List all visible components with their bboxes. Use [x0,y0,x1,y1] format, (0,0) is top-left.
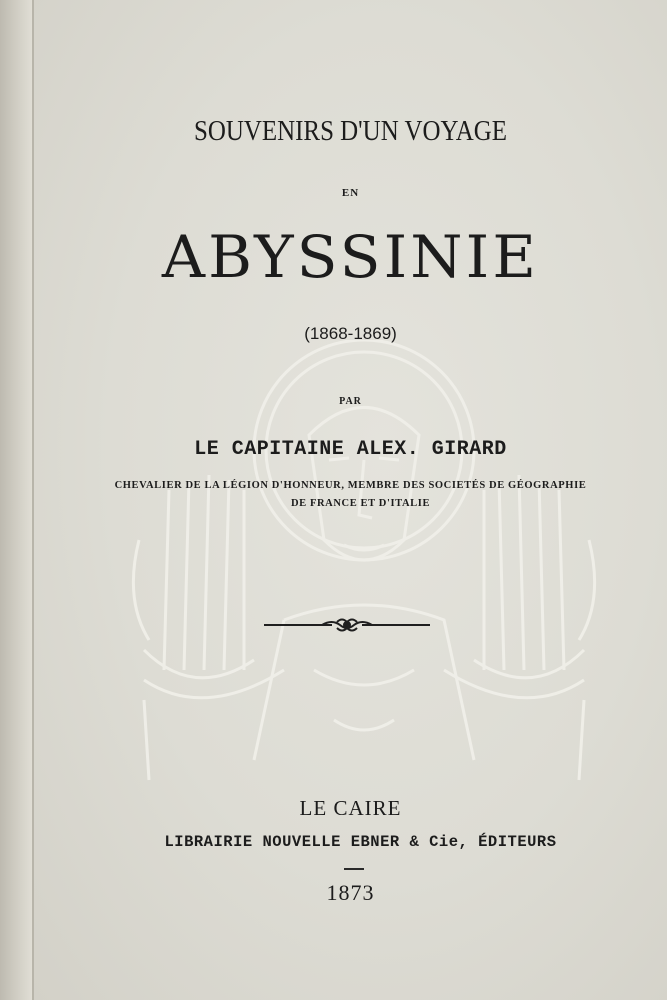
title-dates: (1868-1869) [304,324,397,343]
publication-year: 1873 [326,880,375,905]
book-title-page [34,0,667,1000]
main-title: ABYSSINIE [161,223,540,291]
author-description-line-1: CHEVALIER DE LA LÉGION D'HONNEUR, MEMBRE DES SOCIETÉS DE GÉOGRAPHIE [114,480,587,491]
title-line-souvenirs: SOUVENIRS D'UN VOYAGE [193,115,508,147]
ornamental-rule [262,615,432,635]
publication-city: LE CAIRE [299,796,402,820]
short-divider [344,868,364,870]
author-description-line-2: DE FRANCE ET D'ITALIE [290,498,431,509]
by-label: PAR [339,396,362,407]
publisher-line: LIBRAIRIE NOUVELLE EBNER & Cie, ÉDITEURS [164,833,557,851]
title-line-en: EN [341,187,360,199]
facing-page-edge [0,0,34,1000]
show-through-figure-watermark [104,340,624,790]
author-name: LE CAPITAINE ALEX. GIRARD [194,438,507,461]
